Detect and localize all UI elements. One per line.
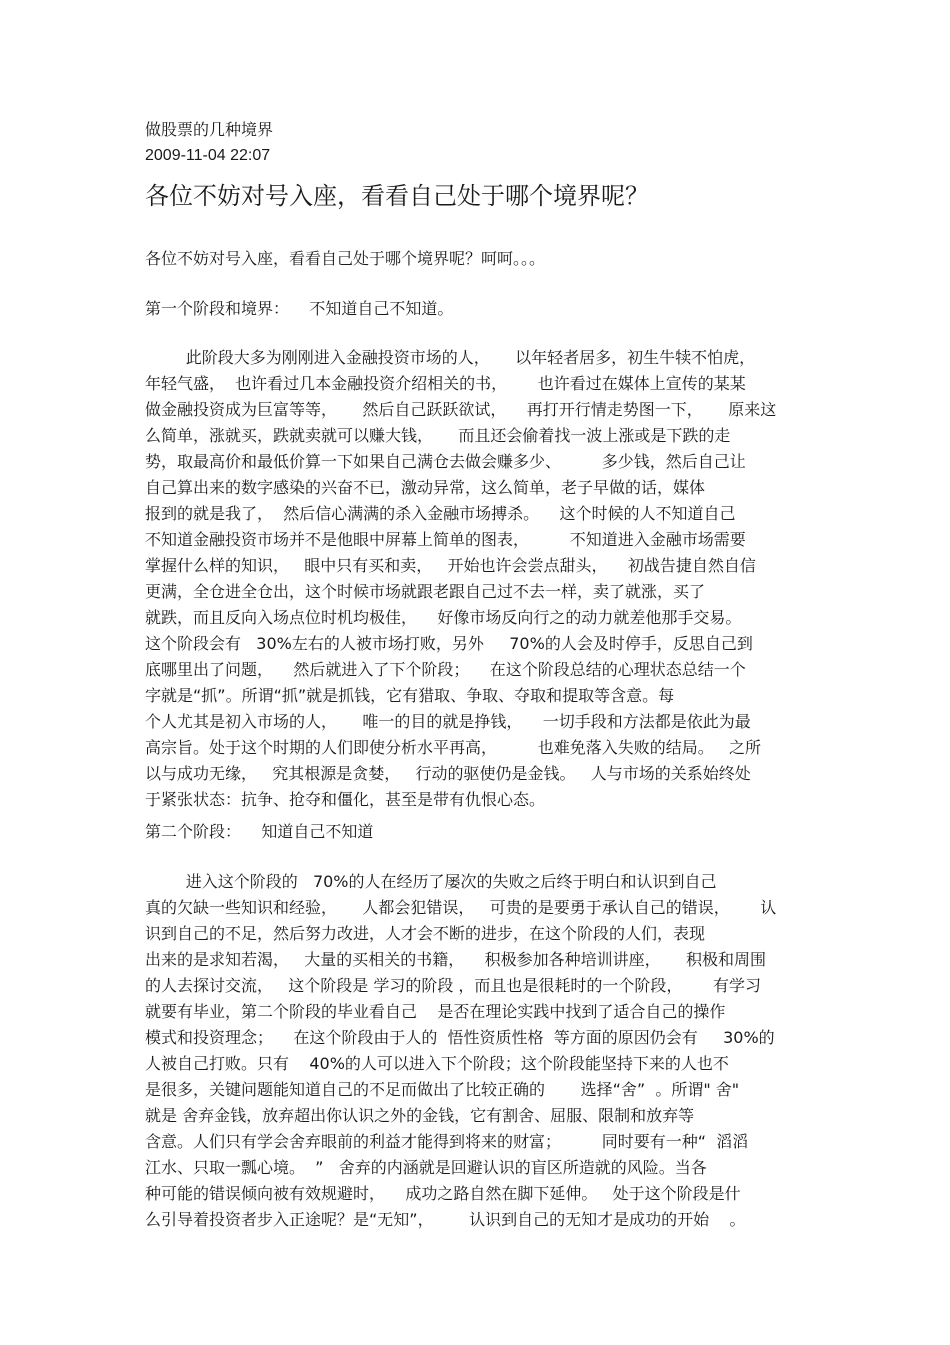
- text-line: 更满，全仓进全仓出，这个时候市场就跟老跟自己过不去一样，卖了就涨，买了: [145, 582, 706, 601]
- post-header: [145, 117, 273, 169]
- text-line: 高宗旨。处于这个时期的人们即使分析水平再高， 也难免落入失败的结局。 之所: [145, 738, 761, 757]
- text-line: 就跌，而且反向入场点位时机均极佳， 好像市场反向行之的动力就差他那手交易。: [145, 608, 742, 627]
- text-line: 真的欠缺一些知识和经验， 人都会犯错误， 可贵的是要勇于承认自己的错误， 认: [145, 898, 777, 917]
- post-headline: 各位不妨对号入座，看看自己处于哪个境界呢？: [145, 182, 649, 210]
- text-line: 种可能的错误倾向被有效规避时， 成功之路自然在脚下延伸。 处于这个阶段是什: [145, 1184, 741, 1203]
- text-line: 不知道金融投资市场并不是他眼中屏幕上简单的图表， 不知道进入金融市场需要: [145, 530, 746, 549]
- text-line: 势，取最高价和最低价算一下如果自己满仓去做会赚多少、 多少钱，然后自己让: [145, 452, 746, 471]
- post-date: 2009-11-04 22:07: [145, 147, 271, 164]
- text-line: 是很多，关键问题能知道自己的不足而做出了比较正确的 选择“舍” 。所谓" 舍": [145, 1080, 740, 1099]
- text-line: 的人去探讨交流， 这个阶段是 学习的阶段 ，而且也是很耗时的一个阶段， 有学习: [145, 976, 761, 995]
- text-line: 含意。人们只有学会舍弃眼前的利益才能得到将来的财富； 同时要有一种“ 滔滔: [145, 1132, 749, 1151]
- intro-text: 各位不妨对号入座，看看自己处于哪个境界呢？呵呵。。。: [145, 249, 546, 268]
- text-line: 年轻气盛， 也许看过几本金融投资介绍相关的书， 也许看过在媒体上宣传的某某: [145, 374, 746, 393]
- stage2-title: 第二个阶段： 知道自己不知道: [145, 822, 374, 841]
- text-line: 于紧张状态：抗争、抢夺和僵化，甚至是带有仇恨心态。: [145, 790, 546, 809]
- text-line: 这个阶段会有 30%左右的人被市场打败，另外 70%的人会及时停手，反思自己到: [145, 634, 753, 653]
- text-line: 模式和投资理念； 在这个阶段由于人的 悟性资质性格 等方面的原因仍会有 30%的: [145, 1028, 775, 1047]
- text-line: 字就是“抓”。所谓“抓”就是抓钱，它有猎取、争取、夺取和提取等含意。每: [145, 686, 675, 705]
- text-line: 江水、只取一瓢心境。 ” 舍弃的内涵就是回避认识的盲区所造就的风险。当各: [145, 1158, 707, 1177]
- text-line: 么引导着投资者步入正途呢？是“无知”， 认识到自己的无知才是成功的开始 。: [145, 1210, 746, 1229]
- stage2-paragraph: [145, 869, 809, 1233]
- text-line: 进入这个阶段的 70%的人在经历了屡次的失败之后终于明白和认识到自己: [145, 872, 717, 891]
- text-line: 此阶段大多为刚刚进入金融投资市场的人， 以年轻者居多，初生牛犊不怕虎，: [145, 348, 756, 367]
- post-small-title: 做股票的几种境界: [145, 120, 274, 139]
- text-line: 人被自己打败。只有 40%的人可以进入下个阶段；这个阶段能坚持下来的人也不: [145, 1054, 729, 1073]
- text-line: 自己算出来的数字感染的兴奋不已，激动异常，这么简单，老子早做的话，媒体: [145, 478, 706, 497]
- text-line: 以与成功无缘， 究其根源是贪婪， 行动的驱使仍是金钱。 人与市场的关系始终处: [145, 764, 751, 783]
- text-line: 报到的就是我了， 然后信心满满的杀入金融市场搏杀。 这个时候的人不知道自己: [145, 504, 736, 523]
- text-line: 个人尤其是初入市场的人， 唯一的目的就是挣钱， 一切手段和方法都是依此为最: [145, 712, 751, 731]
- intro-paragraph: [145, 246, 809, 272]
- text-line: 就是 舍弃金钱，放弃超出你认识之外的金钱，它有割舍、屈服、限制和放弃等: [145, 1106, 695, 1125]
- stage1-title: 第一个阶段和境界： 不知道自己不知道。: [145, 299, 454, 318]
- stage1-paragraph: [145, 345, 809, 813]
- stage2-heading: [145, 819, 809, 845]
- text-line: 么简单，涨就买，跌就卖就可以赚大钱， 而且还会偷着找一波上涨或是下跌的走: [145, 426, 731, 445]
- text-line: 掌握什么样的知识， 眼中只有买和卖， 开始也许会尝点甜头， 初战告捷自然自信: [145, 556, 756, 575]
- text-line: 就要有毕业，第二个阶段的毕业看自己 是否在理论实践中找到了适合自己的操作: [145, 1002, 726, 1021]
- text-line: 出来的是求知若渴， 大量的买相关的书籍， 积极参加各种培训讲座， 积极和周围: [145, 950, 767, 969]
- text-line: 底哪里出了问题， 然后就进入了下个阶段； 在这个阶段总结的心理状态总结一个: [145, 660, 746, 679]
- stage1-heading: [145, 296, 809, 322]
- text-line: 识到自己的不足，然后努力改进，人才会不断的进步，在这个阶段的人们，表现: [145, 924, 706, 943]
- text-line: 做金融投资成为巨富等等， 然后自己跃跃欲试， 再打开行情走势图一下， 原来这: [145, 400, 777, 419]
